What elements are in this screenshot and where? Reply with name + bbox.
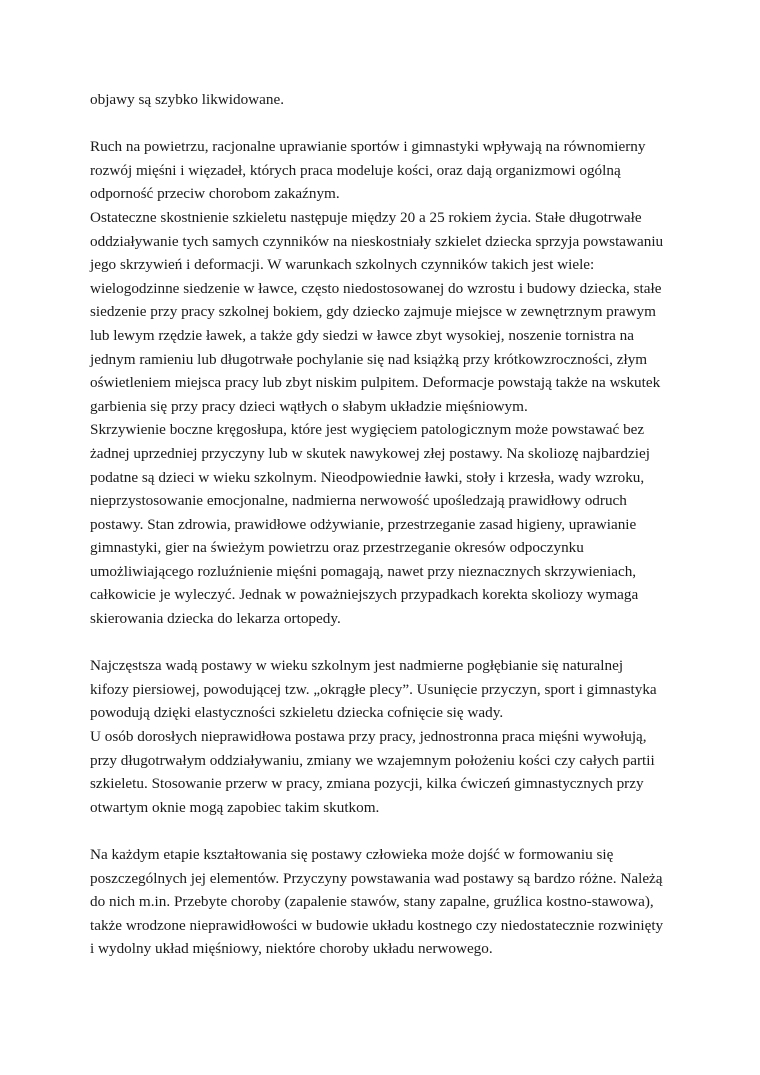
paragraph bbox=[90, 135, 680, 630]
text-line: powodują dzięki elastyczności szkieletu dziecka cofnięcie się wady. bbox=[90, 704, 504, 722]
text-line: garbienia się przy pracy dzieci wątłych o słabym układzie mięśniowym. bbox=[90, 397, 528, 415]
text-line: nieprzystosowanie emocjonalne, nadmierna nerwowość upośledzają prawidłowy odruch bbox=[90, 492, 627, 510]
paragraph bbox=[90, 654, 680, 819]
text-line: Ostateczne skostnienie szkieletu następuje między 20 a 25 rokiem życia. Stałe długotrwałe bbox=[90, 208, 642, 226]
text-line: Ruch na powietrzu, racjonalne uprawianie sportów i gimnastyki wpływają na równomierny bbox=[90, 138, 646, 156]
text-line: oddziaływanie tych samych czynników na nieskostniały szkielet dziecka sprzyja powstawaniu bbox=[90, 232, 664, 250]
text-line: i wydolny układ mięśniowy, niektóre choroby układu nerwowego. bbox=[90, 940, 493, 958]
text-line: skierowania dziecka do lekarza ortopedy. bbox=[90, 610, 341, 628]
text-line: podatne są dzieci w wieku szkolnym. Nieodpowiednie ławki, stoły i krzesła, wady wzroku, bbox=[90, 468, 645, 486]
text-line: rozwój mięśni i więzadeł, których praca modeluje kości, oraz dają organizmowi ogólną bbox=[90, 161, 621, 179]
text-line: całkowicie je wyleczyć. Jednak w poważniejszych przypadkach korekta skoliozy wymaga bbox=[90, 586, 639, 604]
text-line: poszczególnych jej elementów. Przyczyny powstawania wad postawy są bardzo różne. Należą bbox=[90, 869, 663, 887]
paragraph-spacer bbox=[90, 631, 680, 655]
text-line: lub lewym rzędzie ławek, a także gdy siedzi w ławce zbyt wysokiej, noszenie tornistra na bbox=[90, 326, 635, 344]
text-line: otwartym oknie mogą zapobiec takim skutkom. bbox=[90, 798, 380, 816]
paragraph bbox=[90, 88, 680, 112]
paragraph bbox=[90, 843, 680, 961]
text-line: jego skrzywień i deformacji. W warunkach szkolnych czynników takich jest wiele: bbox=[90, 256, 595, 274]
text-line: przy długotrwałym oddziaływaniu, zmiany we wzajemnym położeniu kości czy całych partii bbox=[90, 751, 655, 769]
text-line: jednym ramieniu lub długotrwałe pochylanie się nad książką przy krótkowzroczności, złym bbox=[90, 350, 648, 368]
paragraph-spacer bbox=[90, 819, 680, 843]
paragraph-spacer bbox=[90, 112, 680, 136]
text-line: kifozy piersiowej, powodującej tzw. „okrągłe plecy”. Usunięcie przyczyn, sport i gimnastyka bbox=[90, 680, 657, 698]
text-line: szkieletu. Stosowanie przerw w pracy, zmiana pozycji, kilka ćwiczeń gimnastycznych przy bbox=[90, 775, 644, 793]
text-line: Na każdym etapie kształtowania się postawy człowieka może dojść w formowaniu się bbox=[90, 846, 614, 863]
document-page bbox=[90, 88, 680, 961]
text-line: umożliwiającego rozluźnienie mięśni pomagają, nawet przy nieznacznych skrzywieniach, bbox=[90, 562, 637, 580]
text-line: do nich m.in. Przebyte choroby (zapalenie stawów, stany zapalne, gruźlica kostno-stawowa), bbox=[90, 893, 654, 911]
text-line: Najczęstsza wadą postawy w wieku szkolnym jest nadmierne pogłębianie się naturalnej bbox=[90, 657, 624, 675]
text-line: żadnej uprzedniej przyczyny lub w skutek nawykowej złej postawy. Na skoliozę najbardziej bbox=[90, 444, 650, 462]
text-line: siedzenie przy pracy szkolnej bokiem, gdy dziecko zajmuje miejsce w zewnętrznym prawym bbox=[90, 303, 656, 321]
text-line: gimnastyki, gier na świeżym powietrzu oraz przestrzeganie okresów odpoczynku bbox=[90, 539, 584, 557]
text-line: Skrzywienie boczne kręgosłupa, które jest wygięciem patologicznym może powstawać bez bbox=[90, 421, 645, 439]
text-line: U osób dorosłych nieprawidłowa postawa przy pracy, jednostronna praca mięśni wywołują, bbox=[90, 728, 647, 746]
text-line: objawy są szybko likwidowane. bbox=[90, 91, 285, 108]
text-line: oświetleniem miejsca pracy lub zbyt niskim pulpitem. Deformacje powstają także na wskutek bbox=[90, 374, 661, 392]
text-line: odporność przeciw chorobom zakaźnym. bbox=[90, 185, 340, 203]
text-line: wielogodzinne siedzenie w ławce, często niedostosowanej do wzrostu i budowy dziecka, stałe bbox=[90, 279, 662, 297]
text-line: także wrodzone nieprawidłowości w budowie układu kostnego czy niedostatecznie rozwinięty bbox=[90, 916, 664, 934]
text-line: postawy. Stan zdrowia, prawidłowe odżywianie, przestrzeganie zasad higieny, uprawianie bbox=[90, 515, 637, 533]
